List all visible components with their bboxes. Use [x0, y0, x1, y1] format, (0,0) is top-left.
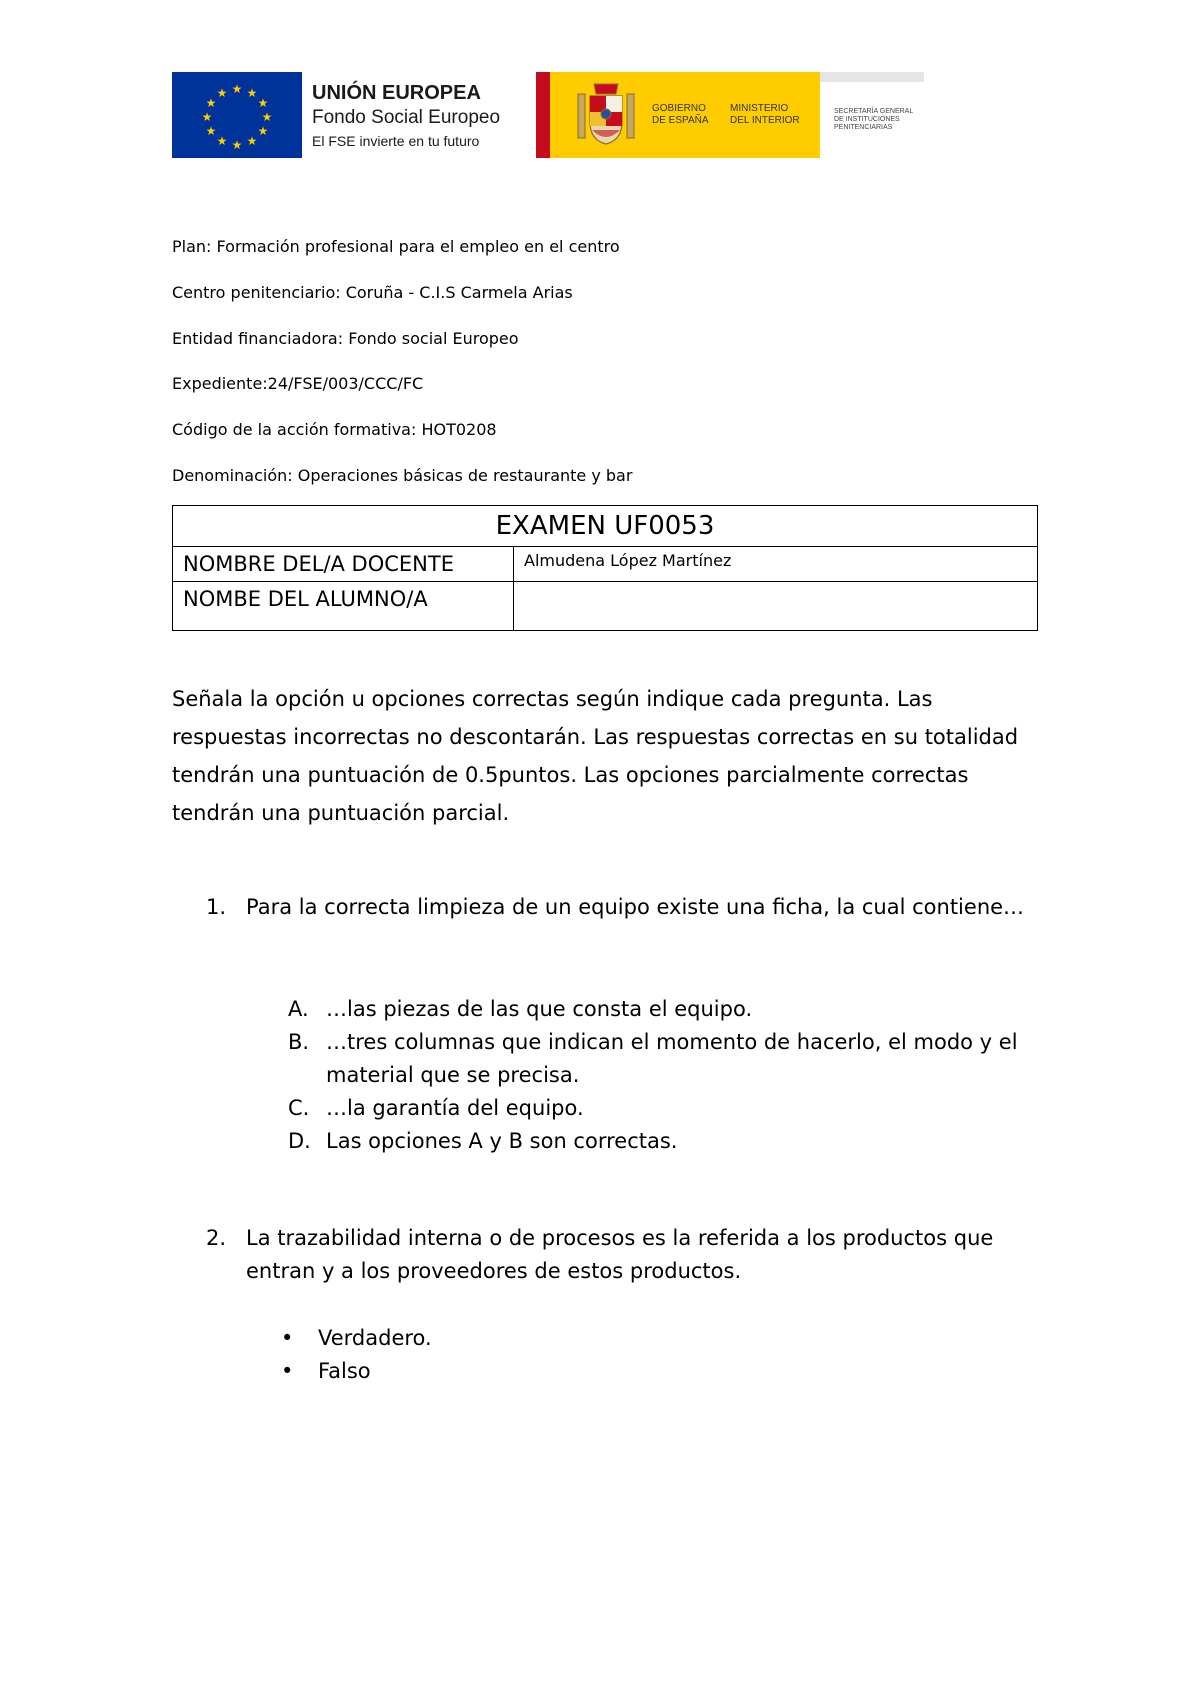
spain-flag-stripe	[536, 72, 550, 158]
svg-text:★: ★	[201, 110, 213, 124]
option-letter: B.	[288, 1030, 310, 1054]
svg-text:★: ★	[231, 82, 243, 96]
alumno-label: NOMBE DEL ALUMNO/A	[173, 582, 514, 631]
svg-text:★: ★	[257, 96, 269, 110]
option-b[interactable]	[288, 1026, 1038, 1092]
option-letter: D.	[288, 1129, 311, 1153]
svg-text:★: ★	[246, 86, 258, 100]
exam-title-row	[173, 506, 1038, 547]
svg-text:★: ★	[246, 134, 258, 148]
question-number: 1.	[206, 895, 227, 919]
gobierno-label: GOBIERNO DE ESPAÑA	[652, 103, 709, 126]
docente-value: Almudena López Martínez	[514, 547, 1038, 582]
bullet-icon: •	[281, 1359, 294, 1383]
option-text: …la garantía del equipo.	[326, 1096, 584, 1120]
question-1	[206, 891, 1036, 924]
eu-subtitle: Fondo Social Europeo	[312, 107, 501, 128]
option-text: Verdadero.	[318, 1326, 432, 1350]
question-number: 2.	[206, 1226, 227, 1250]
eu-stars-icon	[172, 72, 302, 158]
question-2-options	[278, 1322, 432, 1388]
info-expediente: Expediente:24/FSE/003/CCC/FC	[172, 374, 424, 393]
alumno-row	[173, 582, 1038, 631]
question-1-options	[288, 993, 1038, 1158]
bullet-icon: •	[281, 1326, 294, 1350]
info-denominacion: Denominación: Operaciones básicas de restaurante y bar	[172, 466, 633, 485]
svg-text:★: ★	[216, 134, 228, 148]
svg-text:★: ★	[205, 124, 217, 138]
question-text: Para la correcta limpieza de un equipo existe una ficha, la cual contiene…	[246, 895, 1025, 919]
info-plan: Plan: Formación profesional para el empleo en el centro	[172, 237, 620, 256]
question-2	[206, 1222, 1036, 1288]
option-text: …las piezas de las que consta el equipo.	[326, 997, 753, 1021]
svg-text:★: ★	[257, 124, 269, 138]
option-falso[interactable]	[278, 1355, 432, 1388]
question-text: La trazabilidad interna o de procesos es la referida a los productos que entran y a los proveedores de estos productos.	[246, 1226, 994, 1283]
exam-title: EXAMEN UF0053	[173, 506, 1038, 547]
option-a[interactable]	[288, 993, 1038, 1026]
secretaria-label: SECRETARÍA GENERAL DE INSTITUCIONES PENITENCIARIAS	[834, 108, 914, 131]
gobierno-logo	[536, 72, 820, 158]
docente-row	[173, 547, 1038, 582]
exam-instructions: Señala la opción u opciones correctas según indique cada pregunta. Las respuestas incorrectas no descontarán. Las respuestas correctas en su totalidad tendrán una puntuación de 0.5puntos. Las opciones parcialmente correctas tendrán una puntuación parcial.	[172, 687, 1019, 825]
alumno-name-field[interactable]	[514, 582, 1038, 631]
exam-header-table	[172, 505, 1038, 631]
docente-label: NOMBRE DEL/A DOCENTE	[173, 547, 514, 582]
coat-of-arms-icon	[574, 80, 638, 150]
info-codigo: Código de la acción formativa: HOT0208	[172, 420, 497, 439]
ministerio-label: MINISTERIO DEL INTERIOR	[730, 103, 800, 126]
option-c[interactable]	[288, 1092, 1038, 1125]
info-centro: Centro penitenciario: Coruña - C.I.S Carmela Arias	[172, 283, 573, 302]
spain-flag-stripe-yellow	[550, 72, 556, 158]
svg-text:★: ★	[216, 86, 228, 100]
eu-title: UNIÓN EUROPEA	[312, 82, 481, 104]
eu-flag-logo	[172, 72, 302, 158]
option-letter: C.	[288, 1096, 310, 1120]
eu-motto: El FSE invierte en tu futuro	[312, 133, 480, 149]
eu-logo-text	[312, 80, 500, 152]
option-text: …tres columnas que indican el momento de hacerlo, el modo y el material que se precisa.	[326, 1030, 1018, 1087]
svg-text:★: ★	[261, 110, 273, 124]
option-d[interactable]	[288, 1125, 1038, 1158]
svg-text:★: ★	[205, 96, 217, 110]
secretaria-logo	[820, 72, 924, 158]
info-entidad: Entidad financiadora: Fondo social Europeo	[172, 329, 519, 348]
option-text: Las opciones A y B son correctas.	[326, 1129, 678, 1153]
option-text: Falso	[318, 1359, 371, 1383]
option-letter: A.	[288, 997, 309, 1021]
svg-text:★: ★	[231, 138, 243, 152]
option-verdadero[interactable]	[278, 1322, 432, 1355]
